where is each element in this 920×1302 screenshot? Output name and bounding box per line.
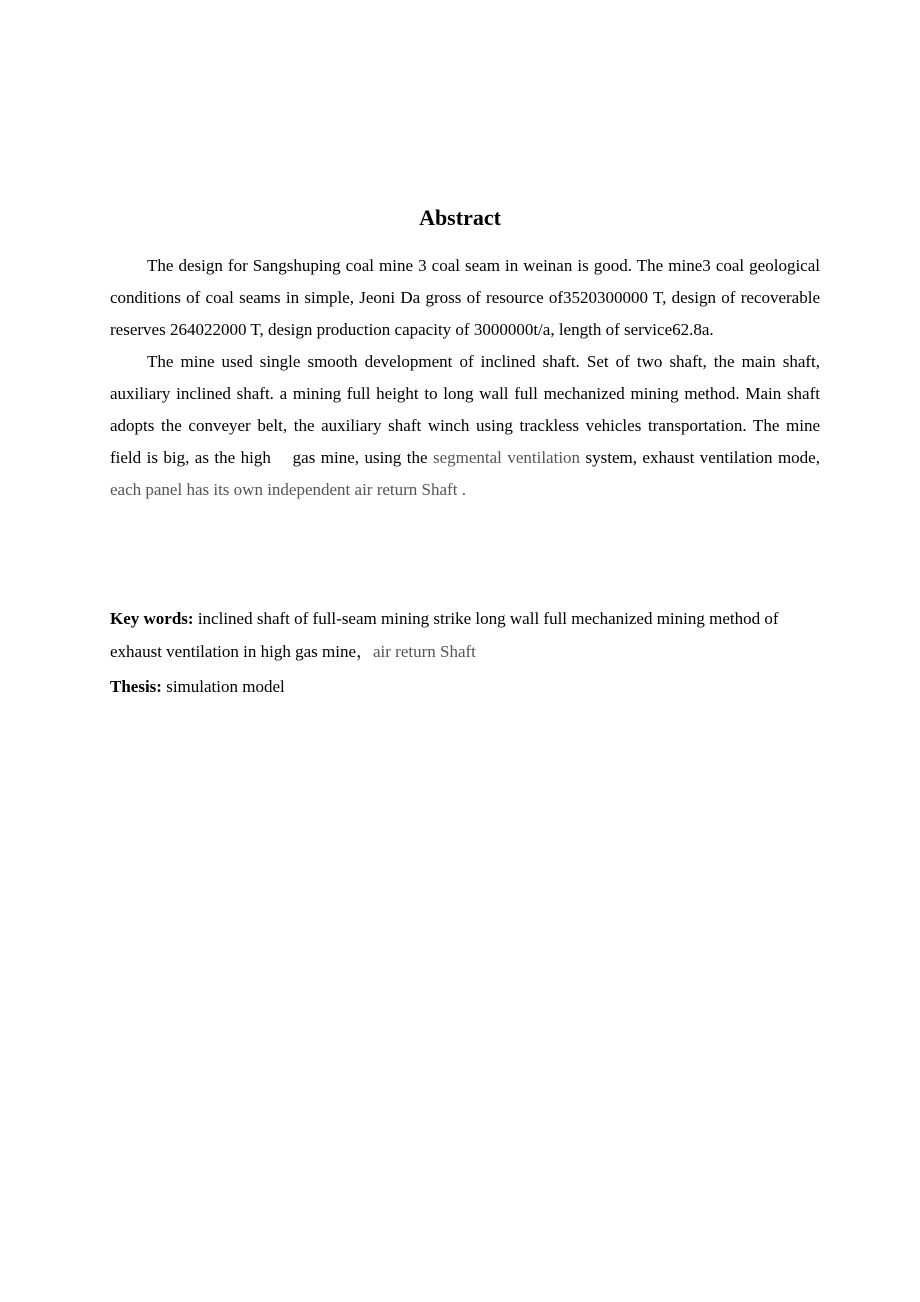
keywords-tail: air return Shaft bbox=[373, 642, 476, 661]
paragraph-2-text-cont: system, exhaust ventilation mode, bbox=[580, 448, 820, 467]
paragraph-2-highlight-panel: each panel has its own independent air return Shaft . bbox=[110, 480, 466, 499]
keywords-label: Key words: bbox=[110, 609, 194, 628]
keywords-text: inclined shaft of full-seam mining strike long wall full mechanized mining method of exhaust ventilation in high gas mine， bbox=[110, 609, 779, 661]
thesis-label: Thesis: bbox=[110, 677, 162, 696]
abstract-paragraph-2 bbox=[110, 346, 820, 506]
abstract-paragraph-1: The design for Sangshuping coal mine 3 coal seam in weinan is good. The mine3 coal geological conditions of coal seams in simple, Jeoni Da gross of resource of3520300000 T, design of recoverable reserves 264022000 T, design production capacity of 3000000t/a, length of service62.8a. bbox=[110, 256, 820, 339]
thesis-line bbox=[110, 670, 820, 703]
abstract-body bbox=[110, 250, 820, 506]
keywords-line bbox=[110, 602, 820, 668]
paragraph-2-text: The mine used single smooth development of inclined shaft. Set of two shaft, the main shaft, auxiliary inclined shaft. a mining full height to long wall full mechanized mining method. Main shaft adopts the conveyer belt, the auxiliary shaft winch using trackless vehicles transportation. The mine field is big, as the high gas mine, using the bbox=[110, 352, 820, 467]
abstract-title: Abstract bbox=[419, 205, 501, 230]
thesis-text: simulation model bbox=[161, 677, 285, 696]
paragraph-2-highlight-segmental: segmental ventilation bbox=[432, 448, 581, 467]
